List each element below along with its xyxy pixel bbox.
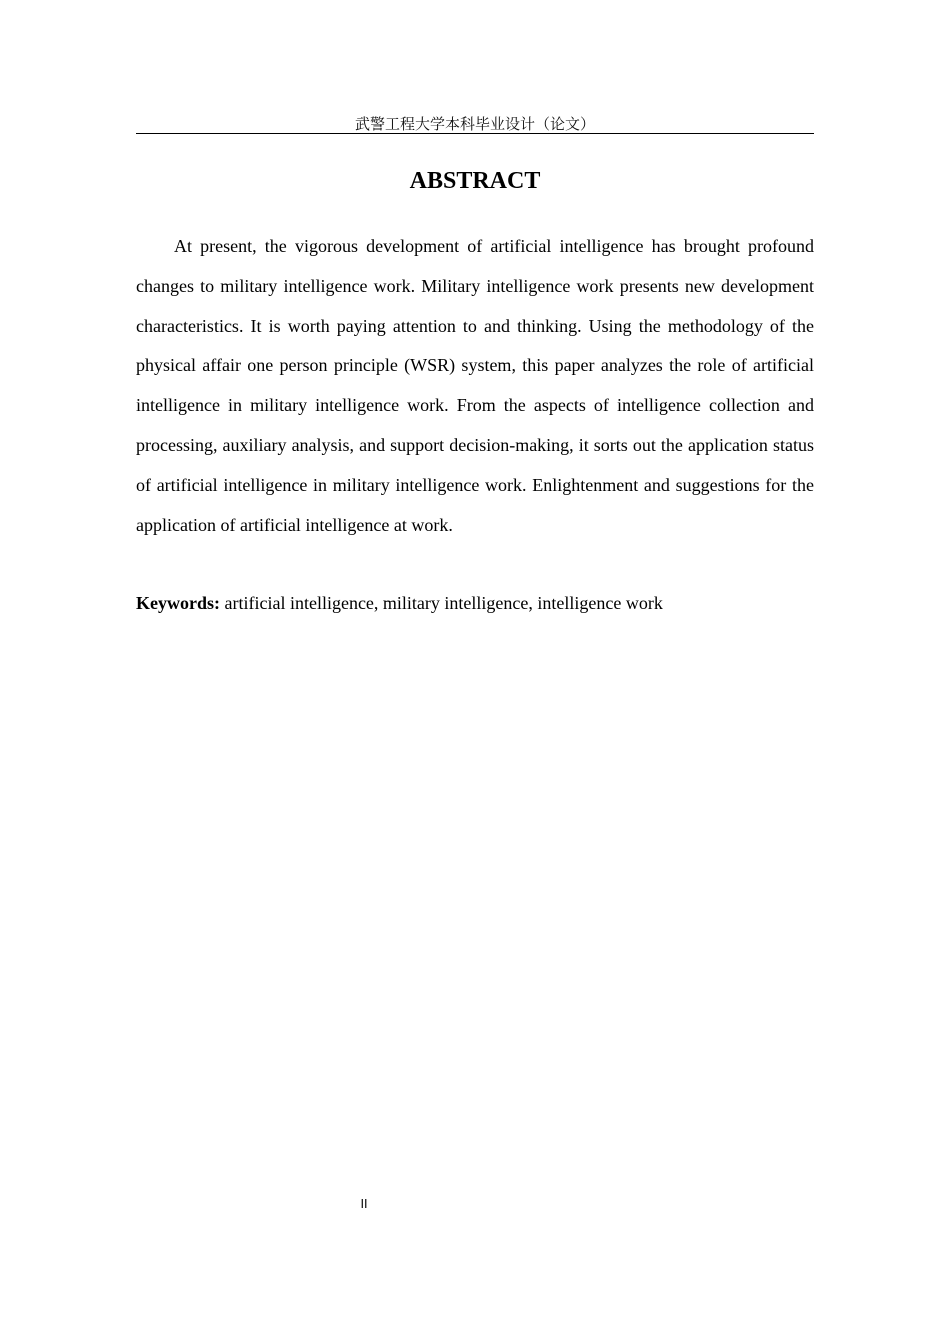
running-header: 武警工程大学本科毕业设计（论文） bbox=[354, 115, 595, 133]
abstract-paragraph: At present, the vigorous development of artificial intelligence has brought profound changes to military intelligence work. Military intelligence work presents new development characteristics. It is worth paying attention to and thinking. Using the methodology of the physical affair one person principle (WSR) system, this paper analyzes the role of artificial intelligence in military intelligence work. From the aspects of intelligence collection and processing, auxiliary analysis, and support decision-making, it sorts out the application status of artificial intelligence in military intelligence work. Enlightenment and suggestions for the application of artificial intelligence at work. bbox=[136, 236, 814, 535]
header-rule bbox=[136, 133, 814, 134]
page-number: II bbox=[360, 1197, 368, 1211]
abstract-title: ABSTRACT bbox=[409, 168, 541, 194]
keywords-line bbox=[136, 591, 814, 615]
keywords-text: artificial intelligence, military intelligence, intelligence work bbox=[224, 593, 663, 613]
keywords-label: Keywords: bbox=[136, 593, 220, 613]
